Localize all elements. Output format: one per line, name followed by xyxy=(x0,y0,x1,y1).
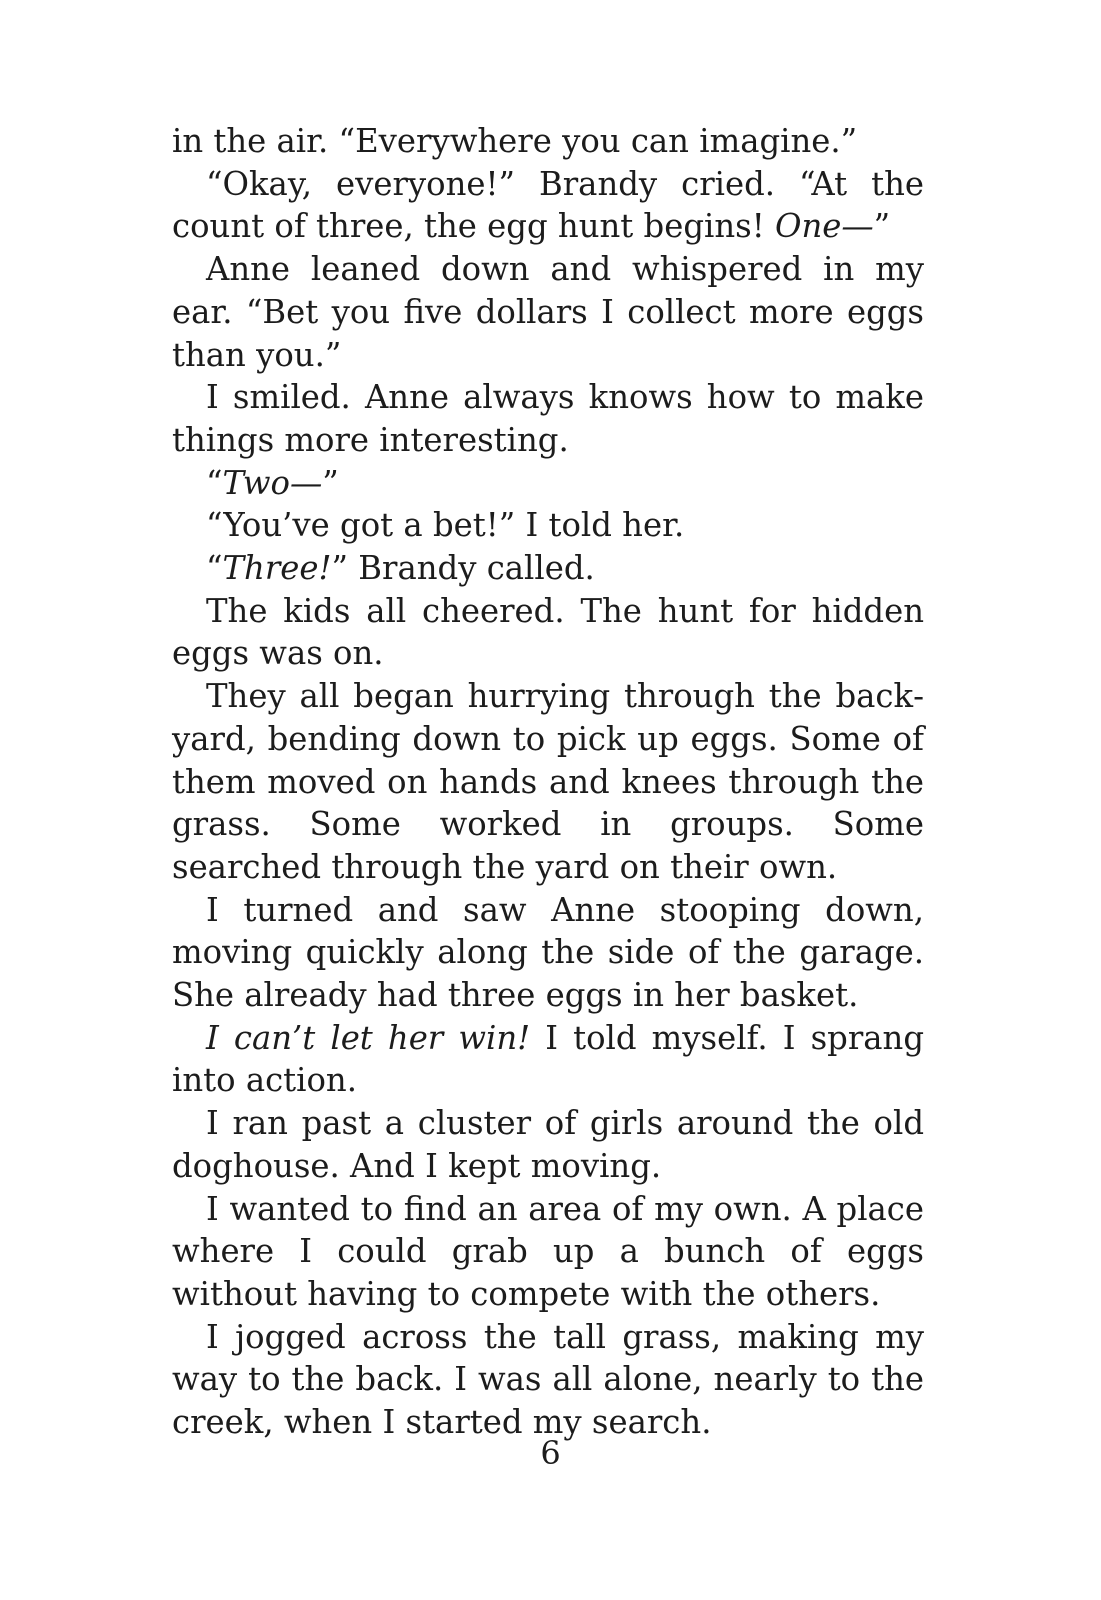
text-run: “Okay, everyone!” Brandy cried. “At the count of three, the egg hunt begins! xyxy=(172,164,924,246)
page-number: 6 xyxy=(540,1434,561,1472)
text-run: in the air. “Everywhere you can imagine.” xyxy=(172,122,858,160)
text-run: The kids all cheered. The hunt for hidden eggs was on. xyxy=(172,591,924,673)
paragraph xyxy=(172,547,924,590)
paragraph xyxy=(172,163,924,248)
paragraph xyxy=(172,590,924,675)
text-run: “You’ve got a bet!” I told her. xyxy=(206,506,685,545)
text-run: I jogged across the tall grass, making my way to the back. I was all alone, nearly to the creek, when I started my search. xyxy=(172,1317,924,1442)
page-body xyxy=(172,120,924,1444)
paragraph xyxy=(172,248,924,376)
paragraph xyxy=(172,889,924,1017)
paragraph xyxy=(172,675,924,889)
italic-text-run: One— xyxy=(774,207,874,246)
italic-text-run: I can’t let her win! xyxy=(206,1018,531,1057)
text-run: I smiled. Anne always knows how to make things more interesting. xyxy=(172,378,924,459)
text-run: ” xyxy=(322,463,339,502)
text-run: I ran past a cluster of girls around the old doghouse. And I kept moving. xyxy=(172,1104,924,1185)
italic-text-run: Three! xyxy=(222,549,332,588)
paragraph xyxy=(172,376,924,461)
text-run: I turned and saw Anne stooping down, moving quickly along the side of the garage. She already had three eggs in her basket. xyxy=(172,890,924,1015)
text-run: “ xyxy=(206,549,223,588)
text-run: ” xyxy=(873,207,891,246)
paragraph xyxy=(172,1188,924,1316)
text-run: I wanted to find an area of my own. A place where I could grab up a bunch of eggs without having to compete with the others. xyxy=(172,1189,924,1313)
paragraph xyxy=(172,1102,924,1187)
text-run: I told myself. I sprang into action. xyxy=(172,1018,924,1100)
text-run: ” Brandy called. xyxy=(331,549,595,588)
text-run: Anne leaned down and whispered in my ear. “Bet you five dollars I collect more eggs than you.” xyxy=(172,250,924,374)
paragraph xyxy=(172,1017,924,1102)
text-run: “ xyxy=(206,463,223,502)
paragraph xyxy=(172,504,924,547)
paragraph xyxy=(172,462,924,505)
paragraph xyxy=(172,120,924,163)
text-run: They all began hurrying through the backyard, bending down to pick up eggs. Some of them moved on hands and knees through the grass. Some worked in groups. Some searched through the yard on their own. xyxy=(172,677,924,886)
paragraph xyxy=(172,1316,924,1444)
italic-text-run: Two— xyxy=(222,463,323,502)
